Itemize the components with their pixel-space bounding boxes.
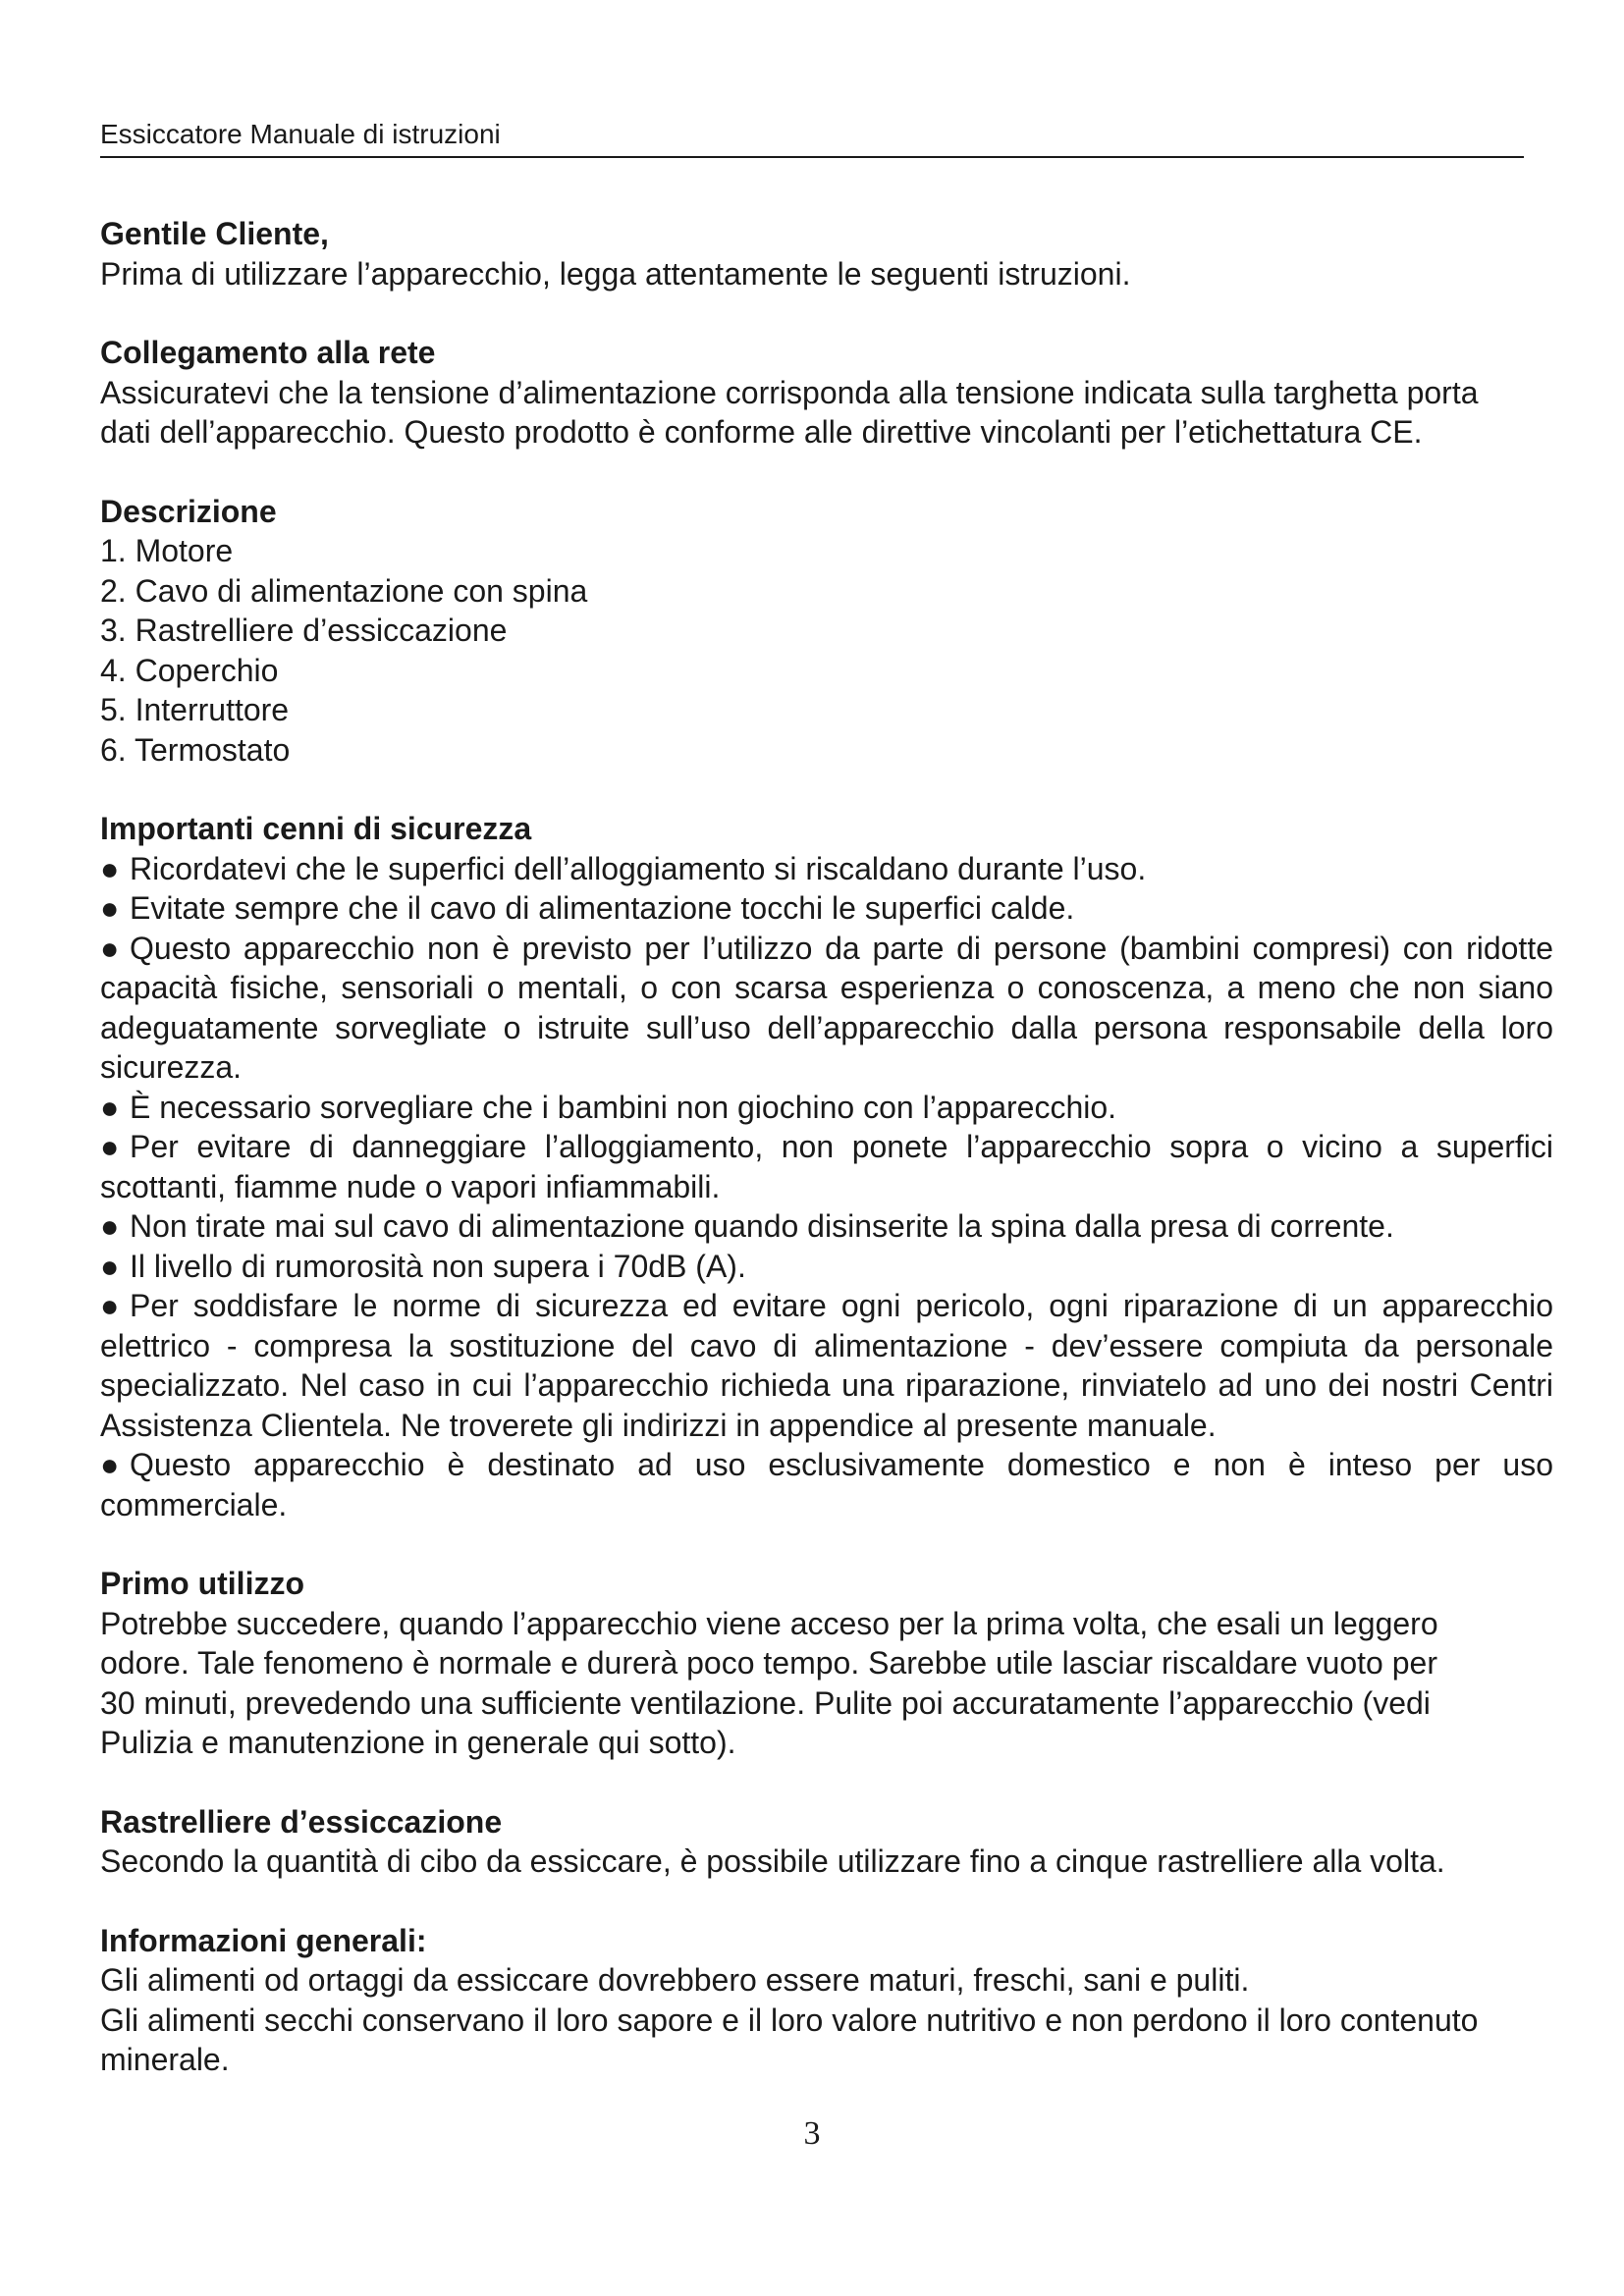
list-item: 6. Termostato — [100, 731, 291, 768]
list-item-text: Per soddisfare le norme di sicurezza ed evitare ogni pericolo, ogni riparazione di un apparecchio elettrico - compresa la sostituzione del cavo di alimentazione - dev’essere compiuta da personale specializzato. Nel caso in cui l’apparecchio richieda una riparazione, rinviatelo ad uno dei nostri Centri Assistenza Clientela. Ne troverete gli indirizzi in appendice al presente manuale. — [100, 1288, 1553, 1443]
list-item — [100, 849, 1553, 889]
connection-line: dati dell’apparecchio. Questo prodotto è conforme alle direttive vincolanti per l’etichettatura CE. — [100, 414, 1423, 450]
racks-text: Secondo la quantità di cibo da essiccare, è possibile utilizzare fino a cinque rastrelliere alla volta. — [100, 1843, 1445, 1879]
bullet-icon: ● — [100, 1288, 120, 1323]
safety-list — [100, 849, 1553, 1525]
list-item — [100, 1286, 1553, 1445]
list-item: 3. Rastrelliere d’essiccazione — [100, 613, 508, 648]
bullet-icon: ● — [100, 1208, 120, 1244]
section-greeting — [100, 214, 1553, 294]
first-use-line: Pulizia e manutenzione in generale qui sotto). — [100, 1725, 736, 1760]
list-item — [100, 1445, 1553, 1524]
list-item-text: Evitate sempre che il cavo di alimentazione tocchi le superfici calde. — [130, 890, 1075, 926]
list-item — [100, 1206, 1553, 1247]
parts-list — [100, 531, 1553, 770]
section-safety — [100, 809, 1553, 1524]
list-item: 5. Interruttore — [100, 692, 290, 727]
section-general — [100, 1921, 1553, 2080]
bullet-icon: ● — [100, 850, 120, 886]
bullet-icon: ● — [100, 930, 120, 966]
list-item: 2. Cavo di alimentazione con spina — [100, 572, 588, 609]
running-header: Essiccatore Manuale di istruzioni — [100, 119, 501, 149]
section-title-general: Informazioni generali: — [100, 1922, 427, 1958]
first-use-line: odore. Tale fenomeno è normale e durerà poco tempo. Sarebbe utile lasciar riscaldare vuoto per — [100, 1645, 1437, 1681]
section-title-first-use: Primo utilizzo — [100, 1566, 304, 1601]
list-item: 1. Motore — [100, 533, 234, 568]
section-title-description: Descrizione — [100, 493, 277, 529]
list-item — [100, 1247, 1553, 1287]
first-use-line: Potrebbe succedere, quando l’apparecchio viene acceso per la prima volta, che esali un leggero — [100, 1605, 1438, 1641]
section-title-racks: Rastrelliere d’essiccazione — [100, 1803, 503, 1840]
section-racks — [100, 1802, 1553, 1882]
list-item-text: Questo apparecchio non è previsto per l’utilizzo da parte di persone (bambini compresi) con ridotte capacità fisiche, sensoriali o mentali, o con scarsa esperienza o conoscenza, a meno che non siano adeguatamente sorvegliate o istruite sull’uso dell’apparecchio dalla persona responsabile della loro sicurezza. — [100, 930, 1553, 1085]
page-number: 3 — [803, 2115, 821, 2152]
bullet-icon: ● — [100, 1447, 120, 1482]
section-description — [100, 492, 1553, 771]
bullet-icon: ● — [100, 890, 120, 926]
first-use-line: 30 minuti, prevedendo una sufficiente ventilazione. Pulite poi accuratamente l’apparecchio (vedi — [100, 1684, 1431, 1721]
list-item-text: Il livello di rumorosità non supera i 70dB (A). — [130, 1248, 746, 1284]
section-connection — [100, 333, 1553, 453]
connection-line: Assicuratevi che la tensione d’alimentazione corrisponda alla tensione indicata sulla targhetta porta — [100, 374, 1479, 410]
bullet-icon: ● — [100, 1089, 120, 1125]
header-divider — [100, 156, 1524, 158]
list-item — [100, 1127, 1553, 1206]
page-content — [100, 214, 1553, 2119]
list-item-text: È necessario sorvegliare che i bambini non giochino con l’apparecchio. — [130, 1089, 1117, 1125]
greeting-text: Prima di utilizzare l’apparecchio, legga attentamente le seguenti istruzioni. — [100, 255, 1131, 292]
list-item-text: Non tirate mai sul cavo di alimentazione quando disinserite la spina dalla presa di corrente. — [130, 1208, 1394, 1244]
list-item: 4. Coperchio — [100, 652, 279, 688]
list-item-text: Questo apparecchio è destinato ad uso esclusivamente domestico e non è inteso per uso commerciale. — [100, 1447, 1553, 1522]
general-line: Gli alimenti secchi conservano il loro sapore e il loro valore nutritivo e non perdono il loro contenuto minerale. — [100, 2002, 1479, 2077]
bullet-icon: ● — [100, 1248, 120, 1284]
list-item — [100, 1088, 1553, 1128]
section-title-connection: Collegamento alla rete — [100, 335, 436, 370]
list-item-text: Per evitare di danneggiare l’alloggiamento, non ponete l’apparecchio sopra o vicino a superfici scottanti, fiamme nude o vapori infiammabili. — [100, 1129, 1553, 1204]
list-item-text: Ricordatevi che le superfici dell’alloggiamento si riscaldano durante l’uso. — [130, 850, 1147, 886]
list-item — [100, 929, 1553, 1088]
list-item — [100, 888, 1553, 929]
bullet-icon: ● — [100, 1129, 120, 1164]
section-first-use — [100, 1564, 1553, 1763]
section-title-safety: Importanti cenni di sicurezza — [100, 811, 532, 846]
section-title-greeting: Gentile Cliente, — [100, 216, 329, 251]
general-line: Gli alimenti od ortaggi da essiccare dovrebbero essere maturi, freschi, sani e puliti. — [100, 1962, 1250, 1998]
